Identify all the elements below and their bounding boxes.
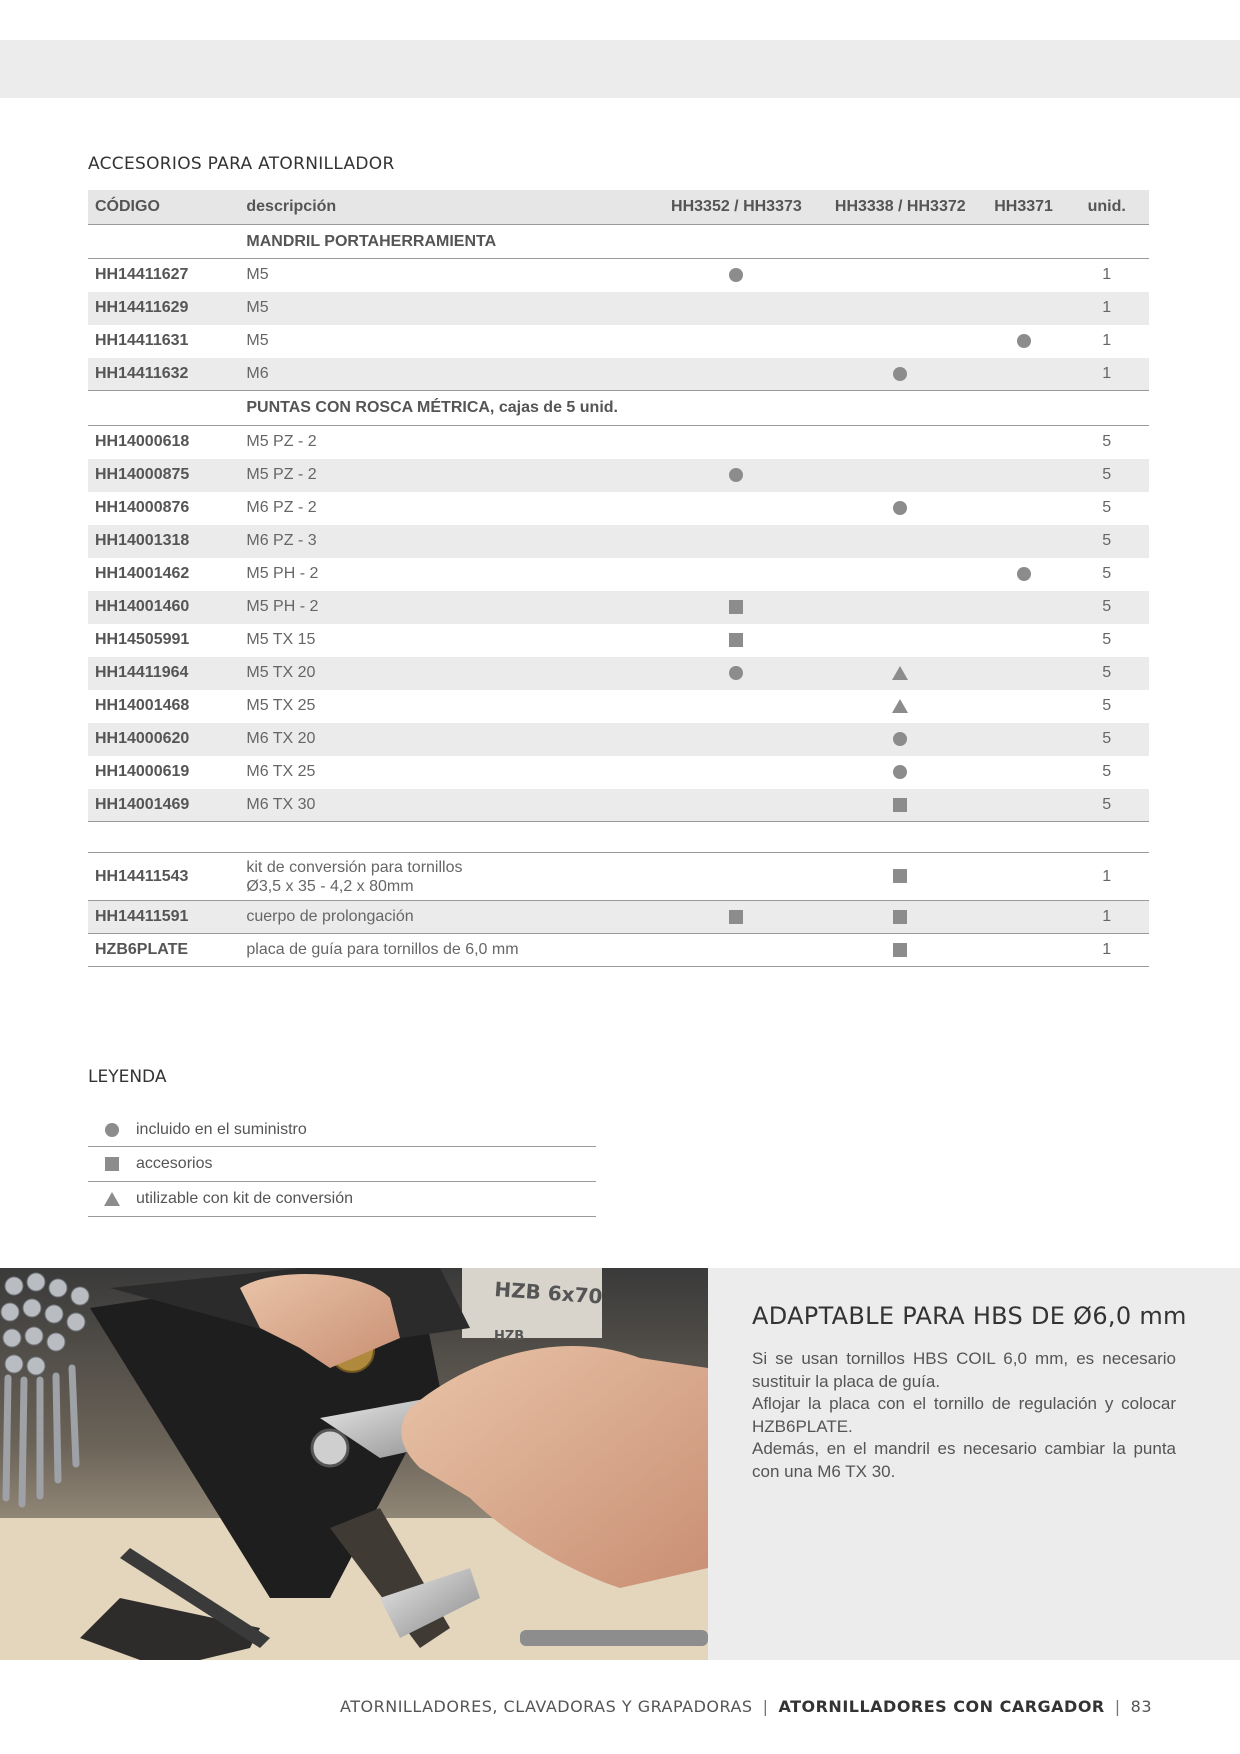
info-paragraph: Si se usan tornillos HBS COIL 6,0 mm, es necesario sustituir la placa de guía.	[752, 1349, 1176, 1391]
product-description: M5 TX 25	[246, 697, 316, 714]
product-description: M6	[246, 358, 655, 391]
product-code: HZB6PLATE	[88, 934, 246, 967]
circle-symbol-icon	[893, 367, 907, 381]
unit-count: 1	[1064, 358, 1149, 391]
product-code: HH14001468	[95, 697, 190, 714]
model-c-cell	[983, 901, 1065, 934]
model-a-cell	[655, 591, 818, 624]
model-b-cell	[818, 756, 983, 789]
model-c-cell	[983, 723, 1065, 756]
product-description: M5	[246, 266, 269, 283]
legend-label: accesorios	[136, 1155, 213, 1172]
table-row	[88, 426, 1149, 459]
product-code: HH14505991	[95, 631, 190, 648]
model-c-cell	[983, 789, 1065, 822]
header-model-b: HH3338 / HH3372	[818, 190, 983, 225]
circle-symbol-icon	[1017, 334, 1031, 348]
table-row	[88, 358, 1149, 391]
model-b-cell	[818, 259, 983, 292]
table-row	[88, 934, 1149, 967]
product-description: M5	[246, 332, 269, 349]
group-spacer	[88, 391, 246, 426]
unit-count: 1	[1064, 292, 1149, 325]
footer-section: ATORNILLADORES, CLAVADORAS Y GRAPADORAS	[340, 1697, 753, 1716]
model-a-cell	[655, 459, 818, 492]
product-description: placa de guía para tornillos de 6,0 mm	[246, 934, 655, 967]
product-description: M5 TX 15	[246, 631, 316, 648]
product-description: M5	[246, 292, 655, 325]
unit-count: 5	[1064, 525, 1149, 558]
legend-symbol	[88, 1192, 136, 1206]
circle-symbol-icon	[893, 732, 907, 746]
model-c-cell	[983, 426, 1065, 459]
product-description	[246, 853, 655, 901]
model-c-cell	[983, 492, 1065, 525]
table-row	[88, 789, 1149, 822]
unit-count: 5	[1102, 631, 1112, 648]
product-description: M5 PH - 2	[246, 565, 319, 582]
triangle-symbol-icon	[104, 1192, 120, 1206]
unit-count: 5	[1064, 723, 1149, 756]
info-title: ADAPTABLE PARA HBS DE Ø6,0 mm	[752, 1302, 1187, 1330]
section-title: ACCESORIOS PARA ATORNILLADOR	[88, 154, 395, 174]
model-b-cell	[818, 789, 983, 822]
unit-count: 1	[1064, 853, 1149, 901]
table-row	[88, 492, 1149, 525]
box-label-text: HZB 6x70	[493, 1277, 604, 1309]
header-unit: unid.	[1064, 190, 1149, 225]
unit-count: 5	[1064, 789, 1149, 822]
legend	[88, 1113, 596, 1217]
product-code: HH14000618	[95, 433, 190, 450]
table-row	[88, 756, 1149, 789]
legend-item	[88, 1147, 596, 1182]
product-photo	[0, 1268, 708, 1660]
model-b-cell	[818, 325, 983, 358]
model-b-cell	[818, 853, 983, 901]
table-row	[88, 723, 1149, 756]
unit-count: 5	[1064, 591, 1149, 624]
circle-symbol-icon	[893, 765, 907, 779]
square-symbol-icon	[893, 910, 907, 924]
unit-count: 1	[1102, 332, 1112, 349]
product-description: M5 TX 20	[246, 657, 655, 690]
product-description: cuerpo de prolongación	[246, 901, 655, 934]
footer-separator: |	[762, 1697, 769, 1716]
model-b-cell	[818, 934, 983, 967]
info-paragraph: Además, en el mandril es necesario cambiar la punta con una M6 TX 30.	[752, 1439, 1176, 1481]
product-description: M6 PZ - 2	[246, 499, 317, 516]
model-c-cell	[983, 558, 1065, 591]
triangle-symbol-icon	[892, 666, 908, 680]
model-c-cell	[983, 358, 1065, 391]
unit-count: 5	[1064, 657, 1149, 690]
product-code: HH14001462	[95, 565, 190, 582]
header-description: descripción	[246, 190, 655, 225]
model-a-cell	[655, 558, 818, 591]
product-code: HH14411631	[95, 332, 189, 349]
model-a-cell	[655, 723, 818, 756]
product-description: M6 TX 25	[246, 763, 316, 780]
header-code: CÓDIGO	[88, 190, 246, 225]
group-title: PUNTAS CON ROSCA MÉTRICA, cajas de 5 unid.	[246, 391, 1149, 426]
table-row	[88, 525, 1149, 558]
group-title: MANDRIL PORTAHERRAMIENTA	[246, 225, 1149, 259]
spacer-row	[88, 822, 1149, 853]
model-c-cell	[983, 259, 1065, 292]
product-code: HH14411632	[88, 358, 246, 391]
model-c-cell	[983, 853, 1065, 901]
product-description: M5 PH - 2	[246, 591, 655, 624]
header-band	[0, 40, 1240, 98]
product-code: HH14001469	[88, 789, 246, 822]
legend-label: incluido en el suministro	[136, 1120, 307, 1138]
table-header-row	[88, 190, 1149, 225]
model-b-cell	[818, 690, 983, 723]
product-code: HH14000620	[88, 723, 246, 756]
legend-symbol	[88, 1123, 136, 1137]
table-row	[88, 624, 1149, 657]
model-a-cell	[655, 853, 818, 901]
model-a-cell	[655, 624, 818, 657]
circle-symbol-icon	[729, 468, 743, 482]
model-c-cell	[983, 690, 1065, 723]
model-a-cell	[655, 426, 818, 459]
model-c-cell	[983, 657, 1065, 690]
product-code: HH14411627	[95, 266, 189, 283]
product-code: HH14001318	[88, 525, 246, 558]
legend-item	[88, 1182, 596, 1217]
info-paragraph: Aflojar la placa con el tornillo de regulación y colocar HZB6PLATE.	[752, 1394, 1176, 1436]
group-row	[88, 225, 1149, 259]
square-symbol-icon	[729, 633, 743, 647]
model-b-cell	[818, 591, 983, 624]
model-a-cell	[655, 259, 818, 292]
legend-item	[88, 1113, 596, 1147]
product-description: M6 TX 20	[246, 723, 655, 756]
model-c-cell	[983, 525, 1065, 558]
product-description: M5 PZ - 2	[246, 459, 655, 492]
group-spacer	[88, 225, 246, 259]
product-description: M6 TX 30	[246, 789, 655, 822]
table-row	[88, 558, 1149, 591]
product-code: HH14411629	[88, 292, 246, 325]
model-c-cell	[983, 934, 1065, 967]
model-a-cell	[655, 901, 818, 934]
header-model-a: HH3352 / HH3373	[655, 190, 818, 225]
product-description: M6 PZ - 3	[246, 525, 655, 558]
model-b-cell	[818, 901, 983, 934]
accessories-table	[88, 190, 1149, 967]
product-code: HH14411964	[88, 657, 246, 690]
unit-count: 5	[1102, 499, 1112, 516]
model-a-cell	[655, 358, 818, 391]
model-b-cell	[818, 459, 983, 492]
product-description: M5 PZ - 2	[246, 433, 317, 450]
square-symbol-icon	[729, 910, 743, 924]
unit-count: 1	[1102, 266, 1112, 283]
product-code: HH14000619	[95, 763, 190, 780]
model-c-cell	[983, 591, 1065, 624]
table-row	[88, 657, 1149, 690]
square-symbol-icon	[893, 943, 907, 957]
description-line: Ø3,5 x 35 - 4,2 x 80mm	[246, 877, 414, 895]
model-c-cell	[983, 756, 1065, 789]
model-b-cell	[818, 624, 983, 657]
page-footer	[340, 1697, 1152, 1716]
info-text	[752, 1348, 1176, 1483]
unit-count: 5	[1102, 433, 1112, 450]
legend-label: utilizable con kit de conversión	[136, 1190, 354, 1207]
model-c-cell	[983, 624, 1065, 657]
table-row	[88, 853, 1149, 901]
circle-symbol-icon	[729, 666, 743, 680]
unit-count: 5	[1064, 459, 1149, 492]
unit-count: 5	[1102, 763, 1112, 780]
model-a-cell	[655, 525, 818, 558]
model-a-cell	[655, 934, 818, 967]
page-number: 83	[1130, 1697, 1152, 1716]
model-a-cell	[655, 789, 818, 822]
model-a-cell	[655, 292, 818, 325]
table-row	[88, 901, 1149, 934]
model-b-cell	[818, 657, 983, 690]
model-b-cell	[818, 723, 983, 756]
square-symbol-icon	[729, 600, 743, 614]
model-b-cell	[818, 525, 983, 558]
footer-subsection: ATORNILLADORES CON CARGADOR	[778, 1697, 1105, 1716]
product-code: HH14411591	[88, 901, 246, 934]
model-c-cell	[983, 292, 1065, 325]
triangle-symbol-icon	[892, 699, 908, 713]
unit-count: 5	[1102, 697, 1112, 714]
circle-symbol-icon	[1017, 567, 1031, 581]
circle-symbol-icon	[105, 1123, 119, 1137]
table-row	[88, 292, 1149, 325]
product-code: HH14000876	[95, 499, 190, 516]
group-row	[88, 391, 1149, 426]
unit-count: 5	[1102, 565, 1112, 582]
unit-count: 1	[1064, 901, 1149, 934]
circle-symbol-icon	[893, 501, 907, 515]
table-body	[88, 225, 1149, 967]
legend-title: LEYENDA	[88, 1067, 167, 1087]
info-panel	[708, 1268, 1240, 1660]
table-row	[88, 690, 1149, 723]
square-symbol-icon	[105, 1157, 119, 1171]
model-a-cell	[655, 325, 818, 358]
table-row	[88, 591, 1149, 624]
table-row	[88, 325, 1149, 358]
product-code: HH14411543	[88, 853, 246, 901]
spacer-cell	[88, 822, 1149, 853]
model-a-cell	[655, 657, 818, 690]
model-c-cell	[983, 325, 1065, 358]
product-code: HH14000875	[88, 459, 246, 492]
table-row	[88, 459, 1149, 492]
model-b-cell	[818, 492, 983, 525]
description-line: kit de conversión para tornillos	[246, 858, 463, 876]
square-symbol-icon	[893, 798, 907, 812]
unit-count: 1	[1064, 934, 1149, 967]
box-label-small-text: HZB	[494, 1329, 525, 1344]
legend-symbol	[88, 1157, 136, 1171]
model-b-cell	[818, 426, 983, 459]
model-c-cell	[983, 459, 1065, 492]
model-b-cell	[818, 558, 983, 591]
model-b-cell	[818, 292, 983, 325]
product-code: HH14001460	[88, 591, 246, 624]
model-b-cell	[818, 358, 983, 391]
circle-symbol-icon	[729, 268, 743, 282]
model-a-cell	[655, 690, 818, 723]
square-symbol-icon	[893, 869, 907, 883]
model-a-cell	[655, 492, 818, 525]
footer-separator: |	[1114, 1697, 1121, 1716]
table-row	[88, 259, 1149, 292]
model-a-cell	[655, 756, 818, 789]
header-model-c: HH3371	[983, 190, 1065, 225]
